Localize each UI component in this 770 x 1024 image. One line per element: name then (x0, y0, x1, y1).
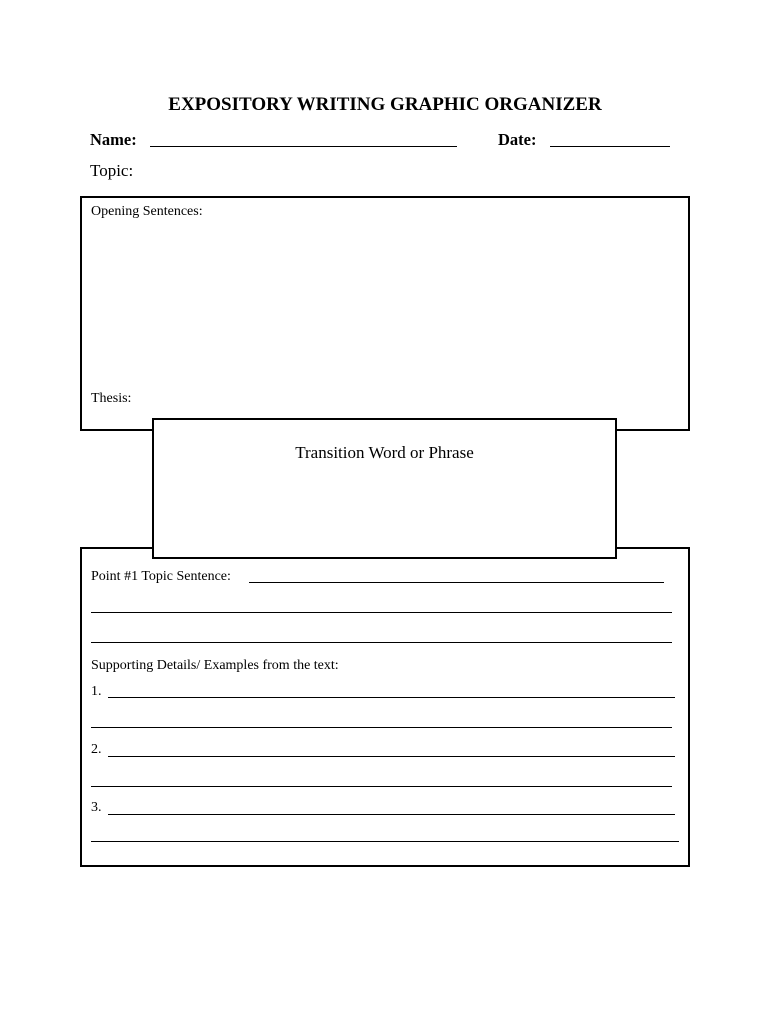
date-label: Date: (498, 130, 537, 149)
thesis-label: Thesis: (91, 391, 132, 406)
item-2-line[interactable] (108, 756, 675, 757)
point-box (80, 547, 690, 867)
name-field[interactable] (150, 146, 457, 147)
writing-line[interactable] (91, 841, 679, 842)
supporting-details-label: Supporting Details/ Examples from the text: (91, 658, 339, 673)
writing-line[interactable] (91, 642, 672, 643)
topic-label: Topic: (90, 161, 134, 180)
writing-line[interactable] (91, 786, 672, 787)
item-number-1: 1. (91, 684, 102, 699)
writing-line[interactable] (91, 612, 672, 613)
writing-line[interactable] (91, 727, 672, 728)
date-field[interactable] (550, 146, 670, 147)
item-number-2: 2. (91, 742, 102, 757)
topic-sentence-line[interactable] (249, 582, 664, 583)
page-title: EXPOSITORY WRITING GRAPHIC ORGANIZER (168, 94, 602, 115)
transition-label: Transition Word or Phrase (295, 443, 474, 462)
name-label: Name: (90, 130, 137, 149)
item-3-line[interactable] (108, 814, 675, 815)
item-number-3: 3. (91, 800, 102, 815)
item-1-line[interactable] (108, 697, 675, 698)
topic-sentence-label: Point #1 Topic Sentence: (91, 569, 231, 584)
transition-box (152, 418, 617, 559)
opening-sentences-label: Opening Sentences: (91, 204, 203, 219)
opening-box (80, 196, 690, 431)
